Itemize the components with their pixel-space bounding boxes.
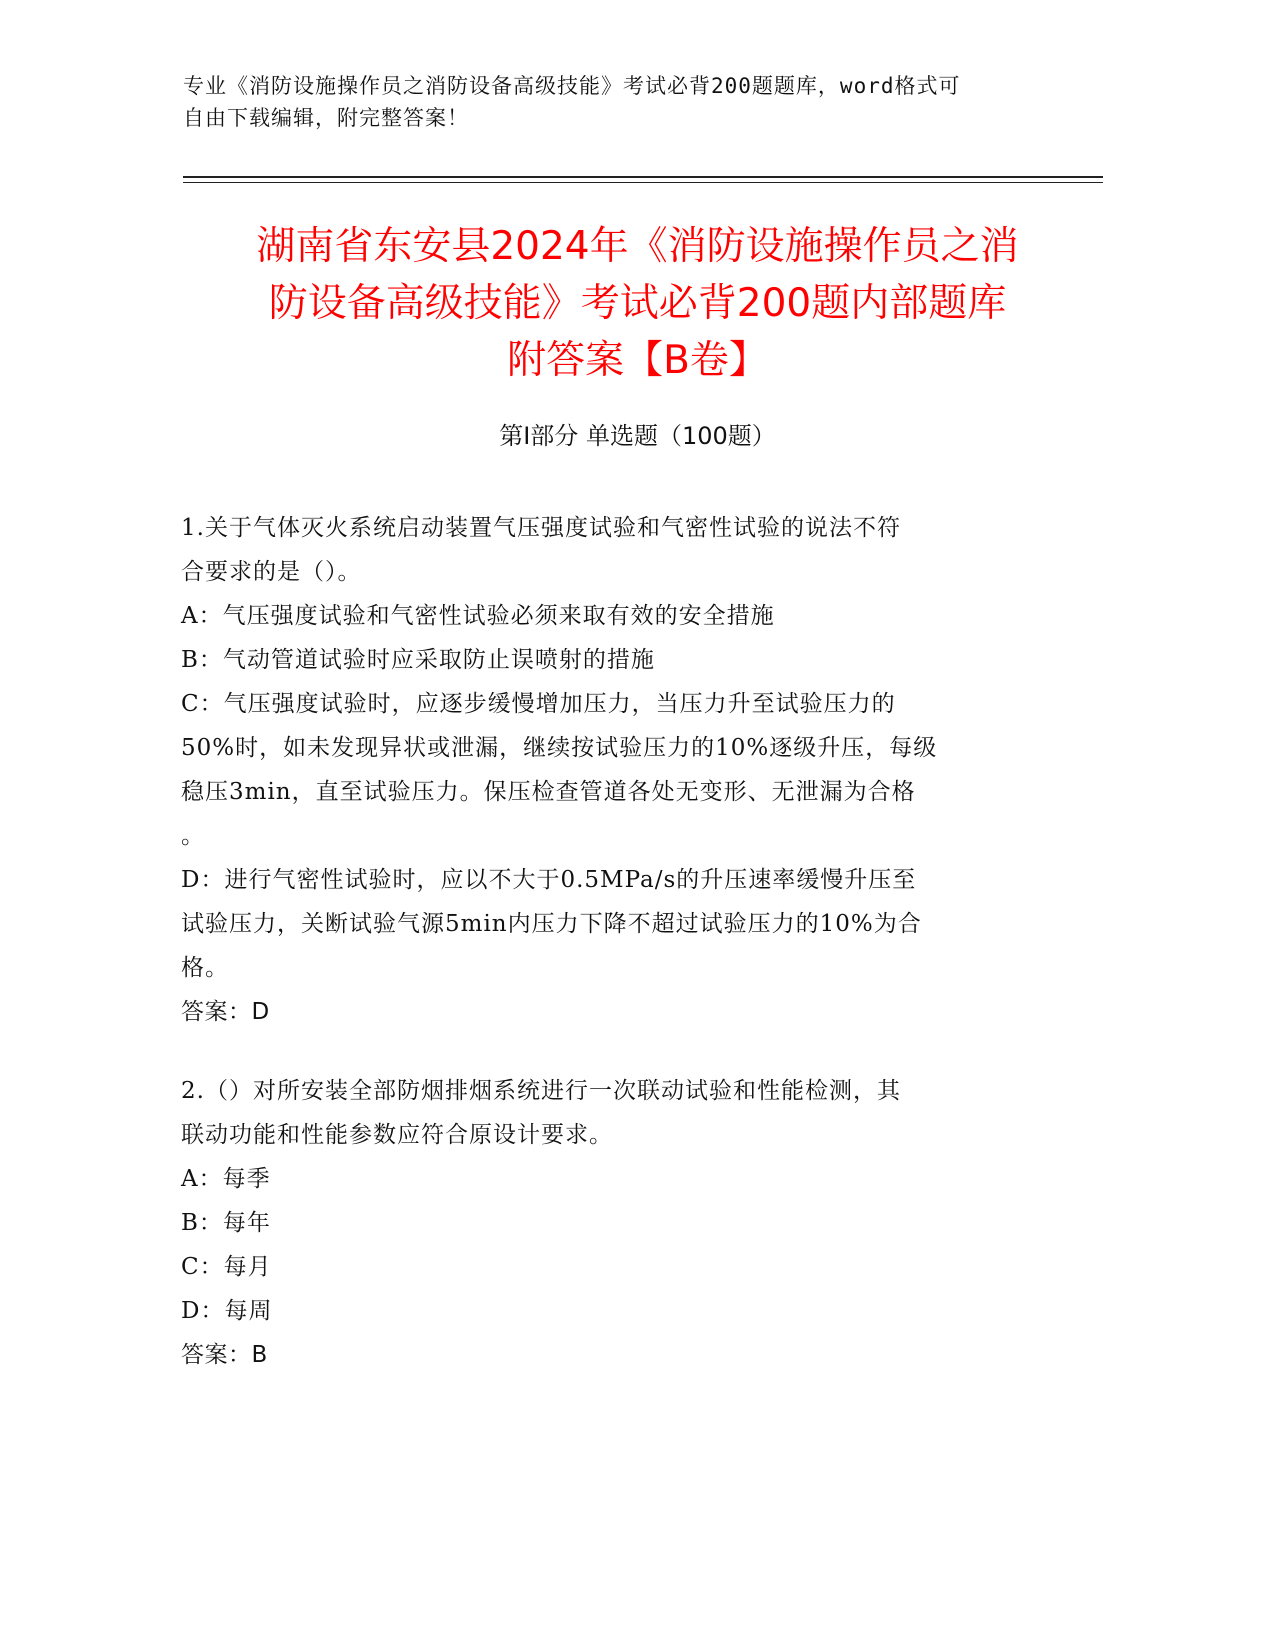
header-divider-thin bbox=[183, 182, 1103, 183]
title-line: 附答案【B卷】 bbox=[507, 338, 768, 383]
question-stem-line: 联动功能和性能参数应符合原设计要求。 bbox=[181, 1122, 613, 1148]
question-stem-line: 2.（）对所安装全部防烟排烟系统进行一次联动试验和性能检测，其 bbox=[181, 1078, 901, 1104]
header-line: 自由下载编辑，附完整答案！ bbox=[183, 106, 469, 130]
question-block bbox=[181, 506, 1051, 1034]
option-a: A：每季 bbox=[181, 1166, 271, 1192]
question-block bbox=[181, 1069, 1051, 1377]
option-c-line: 。 bbox=[181, 823, 205, 849]
header-line: 专业《消防设施操作员之消防设备高级技能》考试必背200题题库，word格式可 bbox=[183, 74, 961, 98]
question-stem-line: 合要求的是（）。 bbox=[181, 559, 362, 585]
question-stem-line: 1.关于气体灭火系统启动装置气压强度试验和气密性试验的说法不符 bbox=[181, 515, 901, 541]
option-d-line: D：进行气密性试验时，应以不大于0.5MPa/s的升压速率缓慢升压至 bbox=[181, 867, 917, 893]
answer-line: 答案：B bbox=[181, 1342, 268, 1368]
option-c: C：每月 bbox=[181, 1254, 272, 1280]
option-b: B：气动管道试验时应采取防止误喷射的措施 bbox=[181, 647, 655, 673]
option-d-line: 格。 bbox=[181, 955, 229, 981]
title-line: 湖南省东安县2024年《消防设施操作员之消 bbox=[256, 224, 1019, 269]
option-d: D：每周 bbox=[181, 1298, 273, 1324]
header-divider bbox=[183, 176, 1103, 178]
option-b: B：每年 bbox=[181, 1210, 271, 1236]
header-note bbox=[183, 70, 1043, 134]
section-title: 第Ⅰ部分 单选题（100题） bbox=[499, 422, 776, 450]
option-c-line: 稳压3min，直至试验压力。保压检查管道各处无变形、无泄漏为合格 bbox=[181, 779, 916, 805]
answer-line: 答案：D bbox=[181, 999, 270, 1025]
document-title bbox=[150, 218, 1125, 389]
option-c-line: C：气压强度试验时，应逐步缓慢增加压力，当压力升至试验压力的 bbox=[181, 691, 896, 717]
option-d-line: 试验压力，关断试验气源5min内压力下降不超过试验压力的10%为合 bbox=[181, 911, 922, 937]
option-c-line: 50%时，如未发现异状或泄漏，继续按试验压力的10%逐级升压，每级 bbox=[181, 735, 938, 761]
title-line: 防设备高级技能》考试必背200题内部题库 bbox=[268, 281, 1007, 326]
option-a: A：气压强度试验和气密性试验必须来取有效的安全措施 bbox=[181, 603, 775, 629]
